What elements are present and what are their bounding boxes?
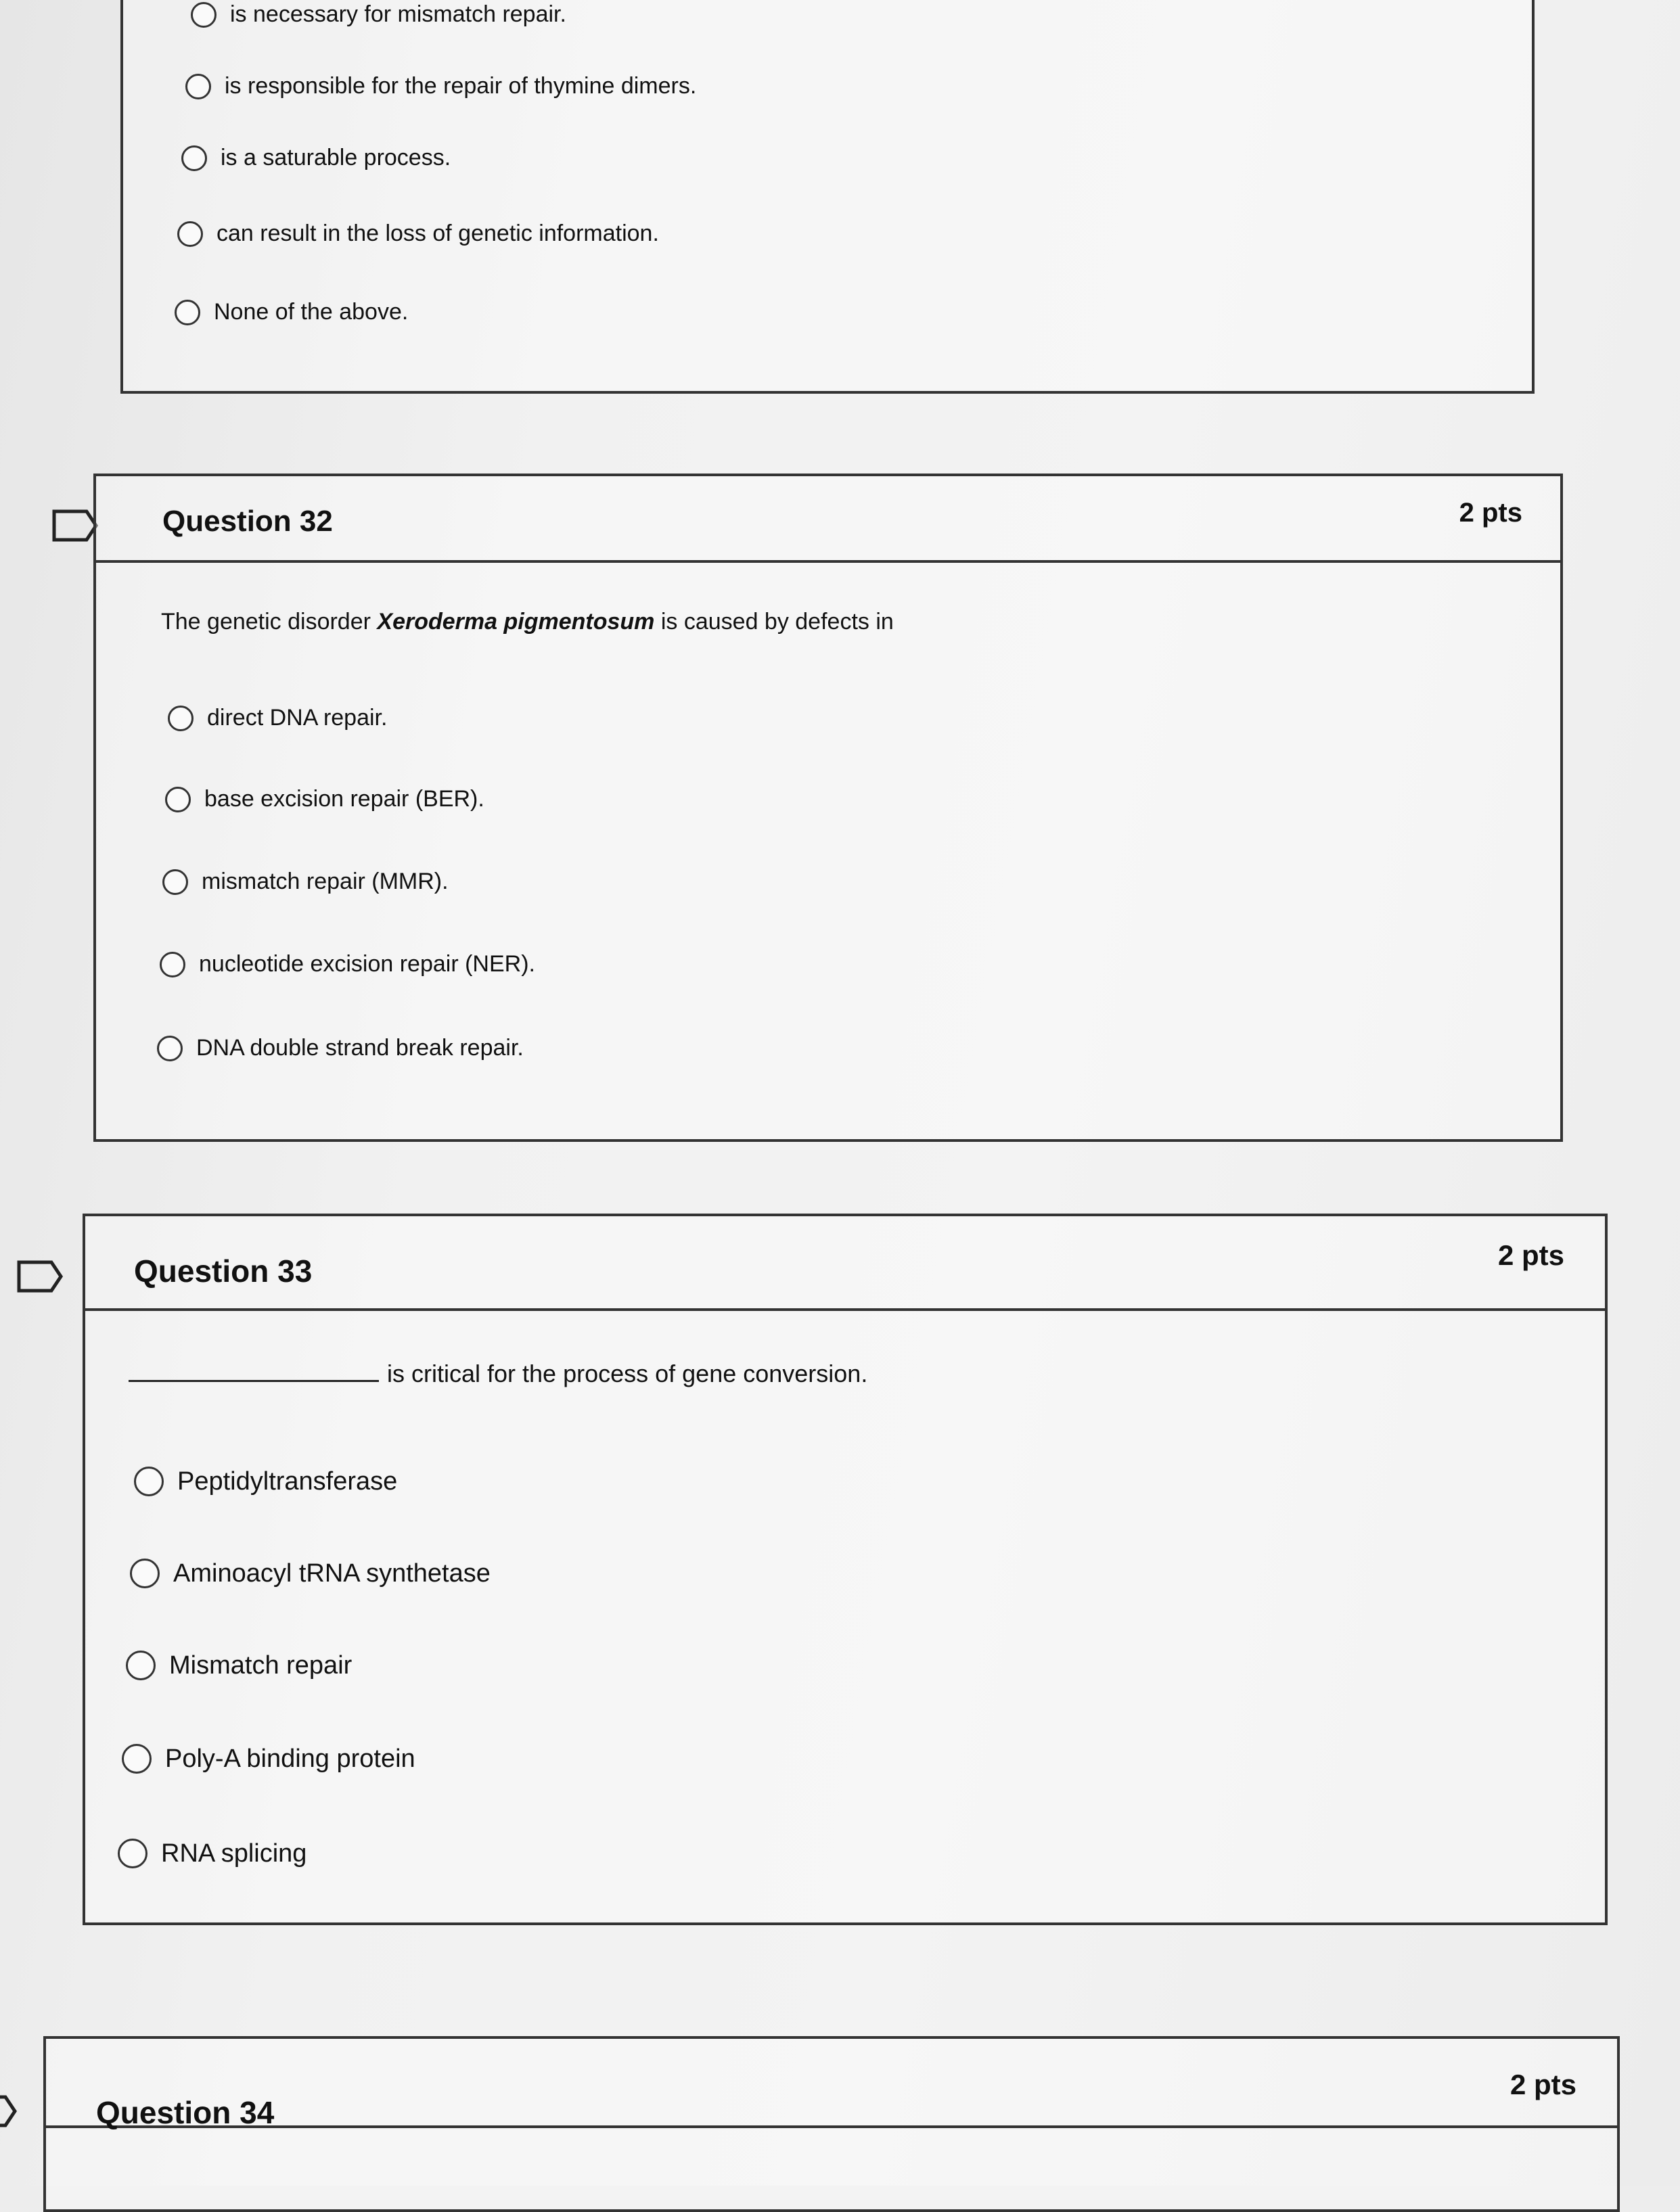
radio-button[interactable]: [160, 952, 185, 977]
radio-button[interactable]: [162, 869, 188, 895]
option-label: None of the above.: [214, 299, 409, 325]
question-33-card: [83, 1214, 1608, 1925]
radio-button[interactable]: [181, 145, 207, 171]
radio-button[interactable]: [191, 2, 217, 28]
option-label: can result in the loss of genetic information.: [217, 221, 659, 246]
q31-option-2[interactable]: [185, 73, 696, 99]
option-label: is a saturable process.: [221, 145, 451, 170]
option-label: direct DNA repair.: [207, 705, 388, 731]
flag-question-icon[interactable]: [51, 509, 99, 543]
question-prompt: The genetic disorder Xeroderma pigmentosum is caused by defects in: [161, 609, 894, 635]
option-label: Aminoacyl tRNA synthetase: [173, 1559, 491, 1588]
q31-option-5[interactable]: [175, 299, 408, 325]
option-label: Mismatch repair: [169, 1651, 353, 1680]
q32-option-5[interactable]: [157, 1035, 524, 1061]
radio-button[interactable]: [185, 74, 211, 99]
q31-option-4[interactable]: [177, 221, 659, 247]
radio-button[interactable]: [130, 1559, 160, 1588]
question-title: Question 33: [134, 1253, 313, 1289]
flag-question-icon[interactable]: [16, 1260, 64, 1293]
radio-button[interactable]: [175, 300, 200, 325]
radio-button[interactable]: [122, 1744, 152, 1774]
radio-button[interactable]: [168, 706, 194, 731]
question-32-card: [93, 474, 1563, 1142]
option-label: Poly-A binding protein: [165, 1744, 415, 1773]
question-33-header: [85, 1216, 1605, 1311]
question-34-header: [46, 2039, 1617, 2128]
option-label: RNA splicing: [161, 1839, 307, 1868]
answer-blank: [129, 1380, 379, 1382]
option-label: base excision repair (BER).: [204, 786, 484, 812]
radio-button[interactable]: [177, 221, 203, 247]
q33-option-1[interactable]: [134, 1467, 397, 1496]
radio-button[interactable]: [126, 1651, 156, 1680]
question-34-card: [43, 2036, 1620, 2212]
question-title: Question 34: [96, 2095, 275, 2130]
option-label: mismatch repair (MMR).: [202, 869, 449, 894]
q32-option-2[interactable]: [165, 786, 484, 812]
option-label: nucleotide excision repair (NER).: [199, 951, 535, 977]
q32-option-4[interactable]: [160, 951, 535, 977]
option-label: DNA double strand break repair.: [196, 1035, 524, 1061]
radio-button[interactable]: [165, 787, 191, 812]
option-label: is necessary for mismatch repair.: [230, 1, 566, 27]
q33-option-5[interactable]: [118, 1839, 307, 1868]
question-title: Question 32: [162, 505, 333, 538]
option-label: Peptidyltransferase: [177, 1467, 398, 1496]
radio-button[interactable]: [118, 1839, 147, 1868]
question-points: 2 pts: [1459, 498, 1522, 528]
q33-option-4[interactable]: [122, 1744, 415, 1774]
q32-option-1[interactable]: [168, 705, 387, 731]
radio-button[interactable]: [134, 1467, 164, 1496]
q33-option-2[interactable]: [130, 1559, 491, 1588]
disease-name: Xeroderma pigmentosum: [377, 609, 655, 635]
question-prompt: is critical for the process of gene conversion.: [129, 1360, 867, 1388]
question-32-header: [96, 476, 1560, 563]
q31-option-3[interactable]: [181, 145, 451, 171]
flag-question-icon[interactable]: [0, 2094, 18, 2128]
q31-option-1[interactable]: [191, 1, 566, 28]
option-label: is responsible for the repair of thymine dimers.: [225, 73, 697, 99]
q32-option-3[interactable]: [162, 869, 449, 895]
question-31-card: [120, 0, 1535, 394]
question-points: 2 pts: [1509, 2069, 1576, 2100]
radio-button[interactable]: [157, 1036, 183, 1061]
q33-option-3[interactable]: [126, 1651, 352, 1680]
question-points: 2 pts: [1497, 1239, 1564, 1271]
